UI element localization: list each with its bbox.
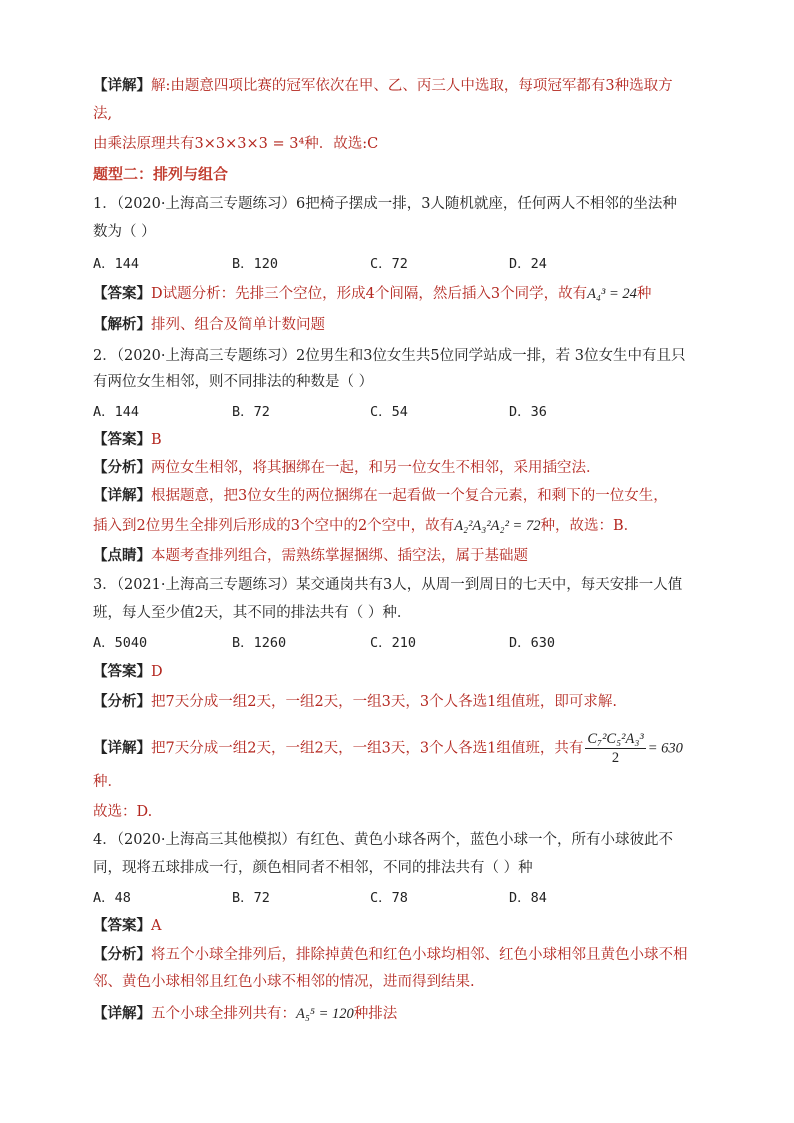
q2-stem-line-2: 有两位女生相邻，则不同排法的种数是（ ）	[93, 374, 374, 390]
q3-fraction-result: = 630	[647, 740, 683, 757]
q3-fraction-denominator: 2	[611, 750, 620, 766]
q4-detail-text: 五个小球全排列共有：	[151, 1006, 296, 1022]
q4-answer-line	[93, 916, 161, 936]
q1-analysis-line	[93, 315, 325, 335]
q4-fenxi-line-2: 邻、黄色小球相邻且红色小球不相邻的情况，进而得到结果.	[93, 974, 475, 990]
q2-detail-text-1: 根据题意，把3位女生的两位捆绑在一起看做一个复合元素，和剩下的一位女生，	[151, 488, 668, 504]
q3-stem-line-1: 3．（2021·上海高三专题练习）某交通岗共有3人，从周一到周日的七天中，每天安排一人值	[93, 577, 683, 593]
q4-detail-formula: A₅⁵ = 120	[296, 1006, 354, 1022]
q4-stem-line-2: 同，现将五球排成一行，颜色相同者不相邻，不同的排法共有（ ）种	[93, 860, 533, 876]
detail-line-2: 法,	[93, 106, 113, 122]
detail-text: 解:由题意四项比赛的冠军依次在甲、乙、丙三人中选取，每项冠军都有3种选取方	[151, 78, 673, 94]
q2-detail-formula: A₂²A₃²A₂² = 72	[454, 518, 541, 534]
q3-option-a: A．5040	[93, 635, 148, 651]
q3-detail-text: 把7天分成一组2天，一组2天，一组3天，3个人各选1组值班，共有	[151, 740, 584, 757]
q3-detail-tail: 种．	[93, 774, 122, 790]
q2-point-text: 本题考查排列组合，需熟练掌握捆绑、插空法，属于基础题	[151, 548, 528, 564]
q2-answer-line	[93, 430, 162, 450]
q2-detail-tail: 种，故选：B．	[540, 518, 639, 534]
q3-answer-tag: 【答案】	[93, 663, 151, 680]
q3-detail-line	[93, 730, 683, 767]
q3-option-c: C．210	[370, 635, 417, 651]
q3-fraction	[585, 730, 645, 767]
q3-fenxi-line	[93, 692, 617, 712]
q2-option-a: A．144	[93, 404, 140, 420]
q2-detail-line-2	[93, 516, 638, 536]
q3-option-d: D．630	[509, 635, 556, 651]
q2-answer-tag: 【答案】	[93, 431, 151, 448]
q1-analysis-text: 排列、组合及简单计数问题	[151, 317, 325, 333]
q3-option-b: B．1260	[232, 635, 287, 651]
detail-line-1	[93, 76, 673, 96]
q4-fenxi-line-1	[93, 945, 688, 965]
q1-analysis-tag: 【解析】	[93, 316, 151, 333]
q4-fenxi-text-1: 将五个小球全排列后，排除掉黄色和红色小球均相邻、红色小球相邻且黄色小球不相	[151, 947, 688, 963]
q1-answer-text: D试题分析：先排三个空位，形成4个间隔，然后插入3个同学，故有	[151, 286, 588, 302]
q2-fenxi-text: 两位女生相邻，将其捆绑在一起，和另一位女生不相邻，采用插空法．	[151, 460, 601, 476]
q3-conclusion: 故选：D.	[93, 804, 153, 820]
q4-detail-line	[93, 1004, 397, 1024]
q4-stem-line-1: 4．（2020·上海高三其他模拟）有红色、黄色小球各两个，蓝色小球一个，所有小球彼此不	[93, 832, 673, 848]
q2-point-tag: 【点睛】	[93, 547, 151, 564]
q4-detail-tail: 种排法	[353, 1006, 398, 1022]
q1-stem-line-1: 1．（2020·上海高三专题练习）6把椅子摆成一排，3人随机就座，任何两人不相邻的坐法种	[93, 196, 677, 212]
detail-tag: 【详解】	[93, 77, 151, 94]
q3-detail-tag: 【详解】	[93, 739, 151, 757]
q3-fenxi-text: 把7天分成一组2天，一组2天，一组3天，3个人各选1组值班，即可求解.	[151, 694, 617, 710]
q4-option-c: C．78	[370, 890, 408, 906]
q2-detail-text-2: 插入到2位男生全排列后形成的3个空中的2个空中，故有	[93, 518, 455, 534]
q2-stem-line-1: 2．（2020·上海高三专题练习）2位男生和3位女生共5位同学站成一排，若 3位女生中有且只	[93, 348, 686, 364]
q4-option-d: D．84	[509, 890, 547, 906]
q1-answer-tag: 【答案】	[93, 285, 151, 302]
q1-option-c: C．72	[370, 256, 408, 272]
q3-stem-line-2: 班，每人至少值2天，其不同的排法共有（ ）种．	[93, 605, 412, 621]
q4-answer-text: A	[151, 918, 162, 934]
q1-option-d: D．24	[509, 256, 547, 272]
q1-answer-formula: A₄³ = 24	[587, 286, 637, 302]
section-heading: 题型二：排列与组合	[93, 165, 229, 183]
q2-detail-tag: 【详解】	[93, 487, 151, 504]
q1-option-a: A．144	[93, 256, 140, 272]
q1-answer-line	[93, 284, 651, 304]
q3-answer-text: D	[151, 664, 163, 680]
q4-option-a: A．48	[93, 890, 131, 906]
q3-fraction-numerator: C₇²C₅²A₃³	[587, 731, 644, 747]
q2-option-d: D．36	[509, 404, 547, 420]
detail-line-3: 由乘法原理共有3×3×3×3 = 3⁴种．故选:C	[93, 136, 379, 152]
q2-fenxi-line	[93, 458, 601, 478]
q1-stem-line-2: 数为（ ）	[93, 224, 156, 240]
q4-fenxi-tag: 【分析】	[93, 946, 151, 963]
q4-detail-tag: 【详解】	[93, 1005, 151, 1022]
q3-fenxi-tag: 【分析】	[93, 693, 151, 710]
q2-point-line	[93, 546, 528, 566]
q2-fenxi-tag: 【分析】	[93, 459, 151, 476]
q4-answer-tag: 【答案】	[93, 917, 151, 934]
q1-option-b: B．120	[232, 256, 279, 272]
q1-answer-tail: 种	[636, 286, 652, 302]
q2-option-b: B．72	[232, 404, 270, 420]
q2-option-c: C．54	[370, 404, 408, 420]
q4-option-b: B．72	[232, 890, 270, 906]
q2-detail-line-1	[93, 486, 668, 506]
q2-answer-text: B	[151, 432, 162, 448]
q3-answer-line	[93, 662, 163, 682]
